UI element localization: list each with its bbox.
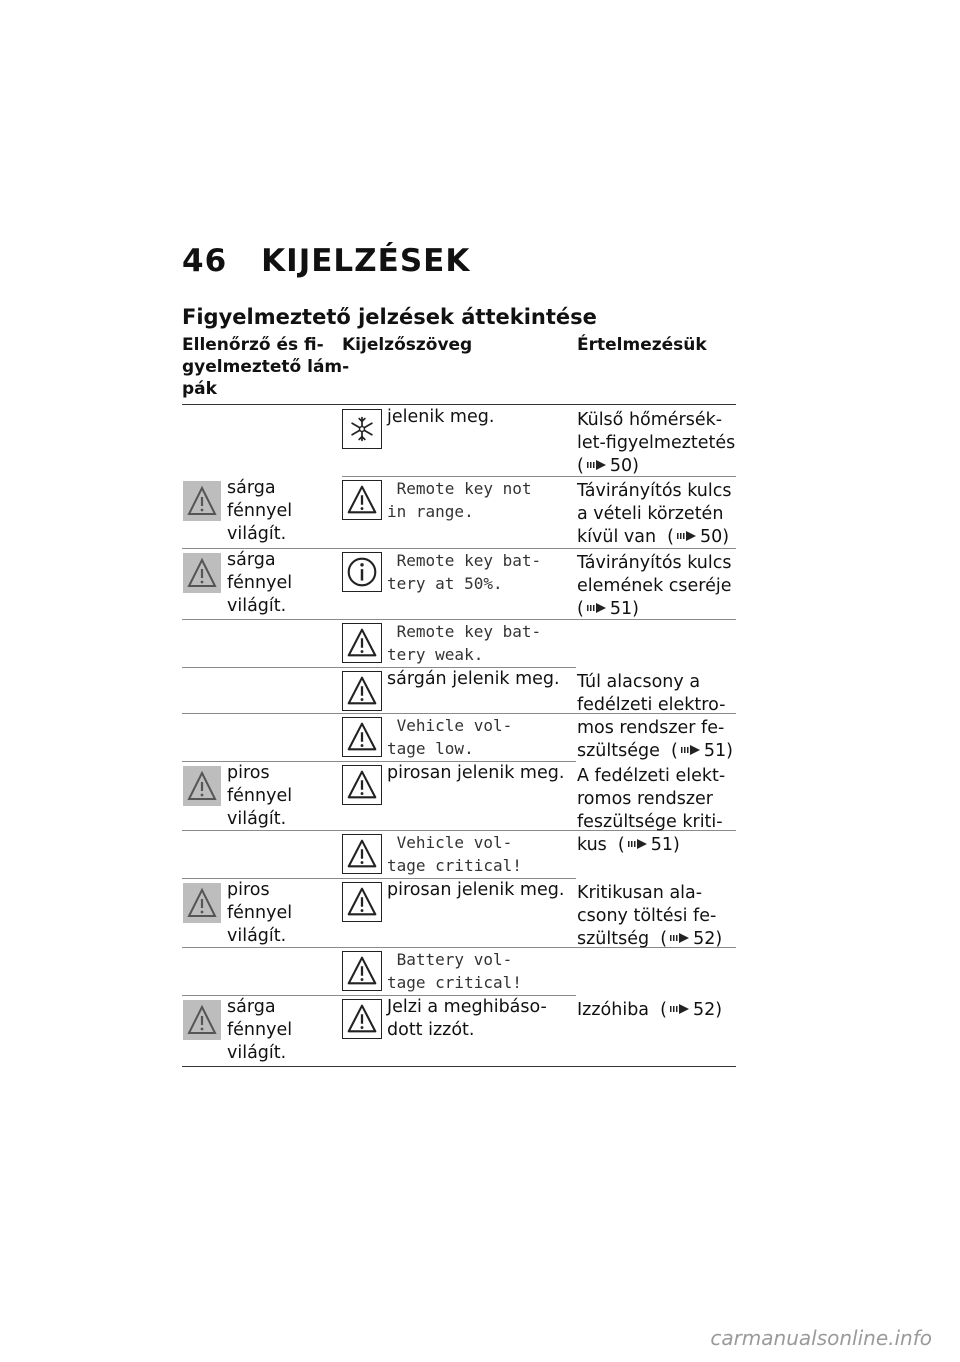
page-reference-arrow-icon: [584, 456, 610, 476]
page-reference[interactable]: 52): [692, 1000, 723, 1020]
info-icon: [342, 552, 382, 592]
warning-triangle-icon: [342, 999, 382, 1039]
warning-lamp-icon: [183, 883, 221, 923]
display-text: Vehicle vol- tage critical!: [387, 833, 522, 875]
lamp-status-text: sárga fénnyel világít.: [227, 478, 293, 544]
page-reference-arrow-icon: [625, 835, 651, 855]
meaning-label: Külső hőmérsék- let-figyelmeztetés (: [577, 410, 736, 476]
meaning-text: [577, 999, 722, 1022]
row-divider: [182, 1066, 736, 1067]
display-text: Remote key bat- tery at 50%.: [387, 551, 542, 593]
meaning-text: [577, 671, 733, 763]
page-reference[interactable]: 51): [650, 835, 680, 855]
lamp-status-text: sárga fénnyel világít.: [227, 550, 293, 616]
column-header-meaning: Értelmezésük: [577, 335, 707, 355]
display-text: Remote key bat- tery weak.: [387, 622, 542, 664]
meaning-label: Kritikusan ala- csony töltési fe- szültség (: [577, 883, 717, 949]
page-header: [182, 243, 470, 279]
snowflake-icon: [342, 409, 382, 449]
page-reference[interactable]: 52): [693, 929, 723, 949]
chapter-title: KIJELZÉSEK: [261, 243, 471, 279]
meaning-text: [577, 552, 732, 621]
meaning-label: Távirányítós kulcs a vételi körzetén kívül van (: [577, 481, 732, 547]
warning-triangle-icon: [342, 623, 382, 663]
warning-triangle-icon: [342, 717, 382, 757]
display-text: Jelzi a meghibáso- dott izzót.: [387, 997, 547, 1040]
display-text: Battery vol- tage critical!: [387, 950, 522, 992]
section-title: Figyelmeztető jelzések áttekintése: [182, 305, 597, 329]
column-header-lamps: Ellenőrző és fi- gyelmeztető lám- pák: [182, 335, 350, 399]
page-reference-arrow-icon: [674, 527, 700, 547]
warning-lamp-icon: [183, 481, 221, 521]
warning-lamp-icon: [183, 553, 221, 593]
watermark: carmanualsonline.info: [710, 1326, 932, 1350]
display-text: Vehicle vol- tage low.: [387, 716, 513, 758]
meaning-label: Izzóhiba (: [577, 1000, 667, 1020]
meaning-text: [577, 409, 735, 478]
page-reference-arrow-icon: [667, 929, 693, 949]
meaning-label: Távirányítós kulcs elemének cseréje (: [577, 553, 732, 619]
meaning-text: [577, 882, 722, 951]
page-reference-arrow-icon: [584, 599, 610, 619]
warning-triangle-icon: [342, 834, 382, 874]
display-text: pirosan jelenik meg.: [387, 763, 565, 783]
lamp-status-text: sárga fénnyel világít.: [227, 997, 293, 1063]
meaning-label: Túl alacsony a fedélzeti elektro- mos rendszer fe- szültsége (: [577, 672, 726, 761]
warning-lamp-icon: [183, 766, 221, 806]
page-reference-arrow-icon: [678, 741, 704, 761]
warning-triangle-icon: [342, 951, 382, 991]
warning-lamp-icon: [183, 1000, 221, 1040]
lamp-status-text: piros fénnyel világít.: [227, 880, 293, 946]
page-reference-arrow-icon: [667, 1000, 693, 1020]
warning-triangle-icon: [342, 671, 382, 711]
warning-triangle-icon: [342, 882, 382, 922]
lamp-status-text: piros fénnyel világít.: [227, 763, 293, 829]
display-text: pirosan jelenik meg.: [387, 880, 565, 900]
page-reference[interactable]: 50): [609, 456, 639, 476]
page-number: 46: [182, 243, 228, 279]
meaning-label: A fedélzeti elekt- romos rendszer feszültsége kriti- kus (: [577, 766, 726, 855]
page-reference[interactable]: 51): [609, 599, 639, 619]
page-reference[interactable]: 51): [703, 741, 733, 761]
display-text: Remote key not in range.: [387, 479, 532, 521]
display-text: sárgán jelenik meg.: [387, 669, 560, 689]
display-text: jelenik meg.: [387, 407, 495, 427]
column-header-display: Kijelzőszöveg: [342, 335, 473, 355]
header-divider: [182, 404, 736, 405]
meaning-text: [577, 480, 732, 549]
warning-triangle-icon: [342, 480, 382, 520]
meaning-text: [577, 765, 725, 857]
warning-triangle-icon: [342, 765, 382, 805]
page-reference[interactable]: 50): [700, 527, 730, 547]
